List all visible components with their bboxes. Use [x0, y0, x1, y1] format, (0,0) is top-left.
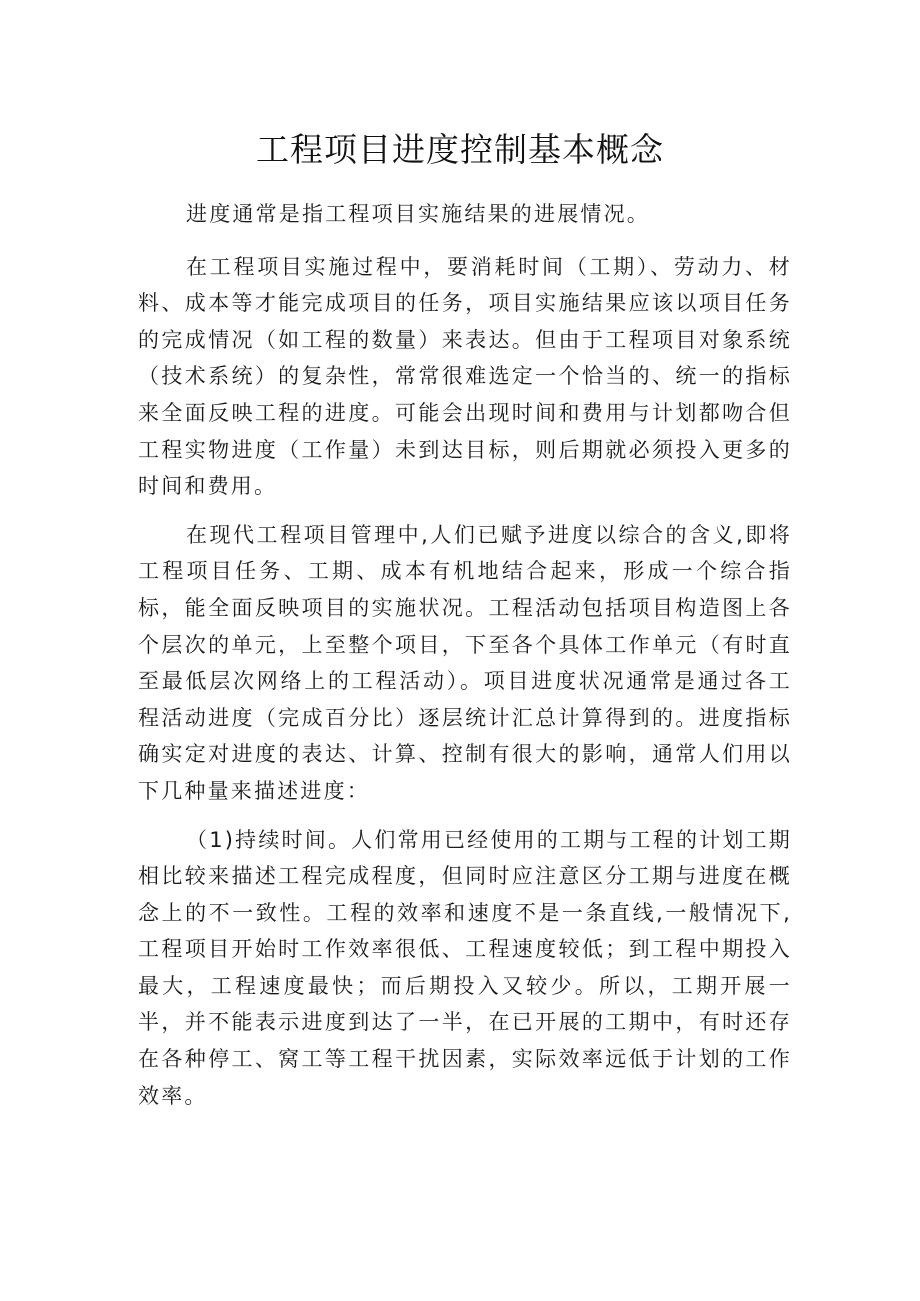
- paragraph-modern-management: 在现代工程项目管理中,人们已赋予进度以综合的含义,即将工程项目任务、工期、成本有机地结合起来，形成一个综合指标，能全面反映项目的实施状况。工程活动包括项目构造图上各个层次的单元，上至整个项目，下至各个具体工作单元（有时直至最低层次网络上的工程活动）。项目进度状况通常是通过各工程活动进度（完成百分比）逐层统计汇总计算得到的。进度指标确实定对进度的表达、计算、控制有很大的影响，通常人们用以下几种量来描述进度：: [138, 522, 792, 803]
- paragraph-progress-definition: 进度通常是指工程项目实施结果的进展情况。: [186, 202, 650, 226]
- document-body: [138, 196, 792, 1126]
- document-title: 工程项目进度控制基本概念: [256, 130, 664, 169]
- paragraph-duration: （1)持续时间。人们常用已经使用的工期与工程的计划工期相比较来描述工程完成程度，但同时应注意区分工期与进度在概念上的不一致性。工程的效率和速度不是一条直线,一般情况下,工程项目开始时工作效率很低、工程速度较低；到工程中期投入最大，工程速度最快；而后期投入又较少。所以，工期开展一半，并不能表示进度到达了一半，在已开展的工期中，有时还存在各种停工、窝工等工程干扰因素，实际效率远低于计划的工作效率。: [138, 827, 792, 1108]
- paragraph-implementation-process: 在工程项目实施过程中，要消耗时间（工期）、劳动力、材料、成本等才能完成项目的任务，项目实施结果应该以项目任务的完成情况（如工程的数量）来表达。但由于工程项目对象系统（技术系统）的复杂性，常常很难选定一个恰当的、统一的指标来全面反映工程的进度。可能会出现时间和费用与计划都吻合但工程实物进度（工作量）未到达目标，则后期就必须投入更多的时间和费用。: [138, 254, 792, 499]
